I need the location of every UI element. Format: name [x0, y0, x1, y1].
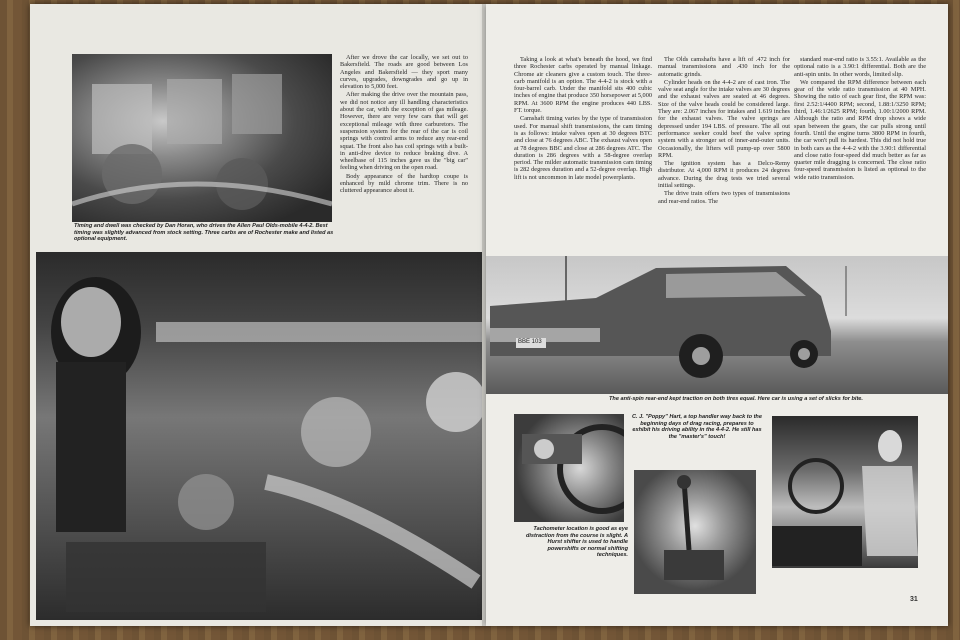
left-paragraph: After making the drive over the mountain pass, we did not notice any ill handling characteristics about the car, with the exception of gas mileage. However, there are very few cars that will get exceptional mileage with three carburetors. The suspension system for the rear of the car is coil springs with control arms to reduce any rear-end squat. The front also has coil springs with a built-in anti-dive device to reduce braking dive. A wheelbase of 115 inches gave us the "big car" feeling when driving on the open road. — [340, 91, 468, 172]
poppy-hart-caption: C. J. "Poppy" Hart, a top handler way back to the beginning days of drag racing, prepares to exhibit his driving ability in the 4-4-2. He still has the "master's" touch! — [632, 414, 762, 440]
shifter-illustration — [634, 470, 756, 594]
left-magazine-page — [30, 4, 486, 626]
left-article-column — [340, 54, 468, 196]
right-paragraph: Camshaft timing varies by the type of transmission used. For manual shift transmissions, the cam timing is as follows: intake valves open at 30 degrees BTC and close at 76 degrees ABC. The exhaust valves open at 78 degrees BBC and close at 286 degrees ATC. The duration is 286 degrees with a 58-degree overlap period. The milder automatic transmission cam timing is 282 degrees duration and a 52-degree overlap. High lift is not uncommon in late model powerplants. — [514, 115, 652, 181]
driver-illustration — [772, 416, 918, 568]
car-photo-caption: The anti-spin rear-end kept traction on both tires equal. Here car is using a set of slicks for bite. — [609, 396, 863, 402]
right-paragraph: standard rear-end ratio is 3.55:1. Available as the optional ratio is a 3.90:1 differential. Both are the anti-spin units. In other words, limited slip. — [794, 56, 926, 78]
right-paragraph: The drive train offers two types of transmissions and rear-end ratios. The — [658, 190, 790, 205]
tachometer-dash-photo — [514, 414, 624, 522]
engine-bay-illustration — [36, 252, 484, 620]
hurst-shifter-photo — [634, 470, 756, 594]
carburetor-illustration — [72, 54, 332, 222]
right-magazine-page — [486, 4, 948, 626]
right-paragraph: The ignition system has a Delco-Remy distributor. At 4,000 RPM it produces 24 degrees advance. During the drag tests we tried several initial settings. — [658, 160, 790, 190]
carburetor-closeup-photo — [72, 54, 332, 222]
right-article-column-1 — [514, 56, 652, 182]
right-paragraph: The Olds camshafts have a lift of .472 inch for manual transmissions and .430 inch for the automatic grinds. — [658, 56, 790, 78]
left-paragraph: After we drove the car locally, we set out to Bakersfield. The roads are good between Los Angeles and Bakersfield — they sport many curves, upgrades, downgrades and go up in elevation to 5,000 feet. — [340, 54, 468, 91]
right-article-column-3 — [794, 56, 926, 182]
driver-portrait-photo — [772, 416, 918, 568]
left-paragraph: Body appearance of the hardtop coupe is enhanced by mild chrome trim. There is no cluttered appearance about it. — [340, 172, 468, 195]
right-paragraph: Taking a look at what's beneath the hood, we find three Rochester carbs operated by manual linkage. Chrome air cleaners give a custom touch. The three-carb manifold is an option. The 4-4-2 is stock with a four-barrel carb. Under the manifold sits 400 cubic inches of engine that produce 350 horsepower at 5,000 RPM. At 3600 RPM the engine produces 440 LBS. FT. torque. — [514, 56, 652, 115]
steering-wheel-illustration — [514, 414, 624, 522]
page-number: 31 — [910, 596, 918, 603]
right-article-column-2 — [658, 56, 790, 206]
carburetor-photo-caption: Timing and dwell was checked by Dan Horan, who drives the Allen Paul Olds-mobile 4-4-2. Best timing was slightly advanced from stock setting. Three carbs are of Rochester make and listed as optional equipment. — [74, 223, 334, 243]
mechanic-engine-bay-photo — [36, 252, 484, 620]
right-paragraph: Cylinder heads on the 4-4-2 are of cast iron. The valve seat angle for the intake valves are 30 degrees and the exhaust valves are seated at 46 degrees. Size of the valve heads could be considered large. They are: 2.067 inches for intakes and 1.619 inches for the exhaust valves. The valve springs are depressed under 194 LBS. of pressure. The all out performance seeker could beef the valve spring system with a stronger set of inner-and-outer units. Occasionally, the lifters will pump-up over 5800 RPM. — [658, 78, 790, 159]
right-paragraph: We compared the RPM difference between each gear of the wide ratio transmission at 40 MPH. Showing the ratio of each gear first, the RPM was: first 2.52:1/4400 RPM; second, 1.88:1/3250 RPM; third, 1.46:1/2625 RPM; fourth, 1.00:1/2000 RPM. Although the ratio and RPM drop shows a wide span between the gears, the car pulls strong until fourth. Until the engine turns 3800 RPM in fourth, the car won't pull its hardest. This did not hold true in both cars as the 4-4-2 with the 3.90:1 differential and close ratio four-speed did much better as far as quarter mile dragging is concerned. The close ratio four-speed transmission is listed as optional to the wide ratio transmission. — [794, 78, 926, 181]
license-plate-text: BBE 103 — [518, 339, 542, 345]
tachometer-caption: Tachometer location is good as eye distraction from the course is slight. A Hurst shifter is used to handle powershifts or normal shifting techniques. — [525, 526, 628, 559]
oldsmobile-car-illustration — [486, 256, 948, 394]
car-rear-photo — [486, 256, 948, 394]
